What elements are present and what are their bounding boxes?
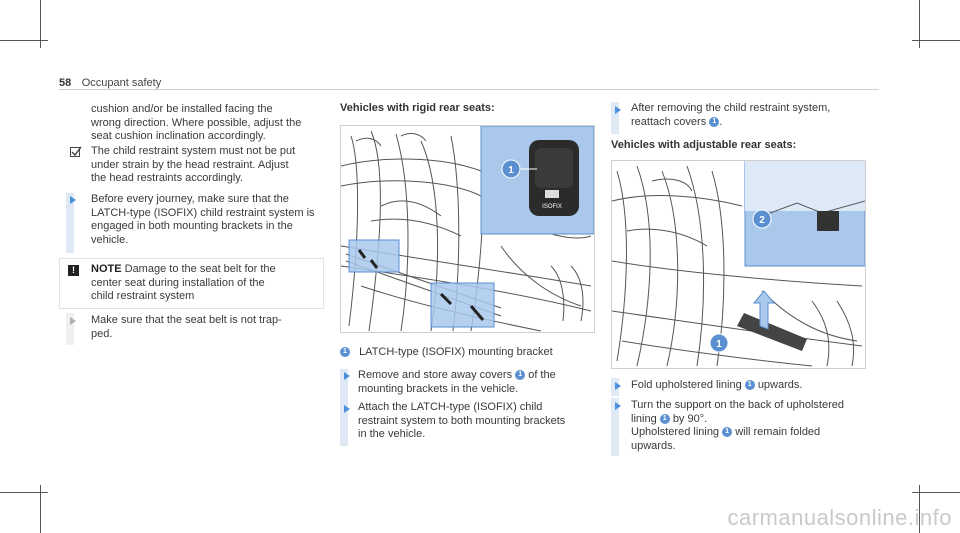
step-arrow-icon xyxy=(344,405,350,413)
rigid-seats-figure xyxy=(340,125,595,333)
figure-callout-2: 2 xyxy=(759,215,765,226)
section-title: Occupant safety xyxy=(81,77,162,89)
check-text: The child restraint system must not be put under strain by the head restraint. Adjust the head restraints accordingly. xyxy=(91,145,296,184)
step-text: Before every journey, make sure that the LATCH-type (ISOFIX) child restraint system is engaged in both mounting brackets in the vehicle. xyxy=(91,193,315,246)
figure-callout-1: 1 xyxy=(508,165,514,176)
note-step-text: Make sure that the seat belt is not trap- ped. xyxy=(91,314,282,340)
callout-number-1: 1 xyxy=(340,347,350,357)
step-arrow-icon xyxy=(615,106,621,114)
turn-support-step: Turn the support on the back of upholstered lining 1 by 90°. Upholstered lining 1 will remain folded upwards. xyxy=(631,399,845,452)
step-arrow-icon xyxy=(615,382,621,390)
note-label: NOTE xyxy=(91,263,122,275)
remove-covers-step: Remove and store away covers 1 of the mounting brackets in the vehicle. xyxy=(358,369,556,395)
watermark: carmanualsonline.info xyxy=(727,505,952,530)
callout-number-1: 1 xyxy=(515,370,525,380)
adjustable-seats-figure xyxy=(611,160,866,369)
attach-step: Attach the LATCH-type (ISOFIX) child restraint system to both mounting brackets in the vehicle. xyxy=(358,401,566,440)
fold-lining-step: Fold upholstered lining 1 upwards. xyxy=(631,379,803,391)
page-number: 58 xyxy=(59,77,72,89)
rigid-seats-heading: Vehicles with rigid rear seats: xyxy=(340,102,495,114)
callout-number-1: 1 xyxy=(660,414,670,424)
intro-text: cushion and/or be installed facing the wrong direction. Where possible, adjust the seat cushion inclination accordingly. xyxy=(91,103,302,142)
figure-callout-1: 1 xyxy=(716,339,722,350)
step-arrow-icon xyxy=(615,402,621,410)
note-step-arrow-icon xyxy=(70,317,76,325)
crop-mark xyxy=(0,492,48,493)
figure-caption: 1 LATCH-type (ISOFIX) mounting bracket xyxy=(340,346,553,360)
crop-mark xyxy=(912,492,960,493)
reattach-step: After removing the child restraint system, reattach covers 1 . xyxy=(631,102,831,128)
isofix-label: ISOFIX xyxy=(542,204,562,210)
step-arrow-icon xyxy=(70,196,76,204)
callout-number-1: 1 xyxy=(745,380,755,390)
note-text: NOTE Damage to the seat belt for the center seat during installation of the child restraint system xyxy=(91,263,276,302)
callout-number-1: 1 xyxy=(709,117,719,127)
header-rule xyxy=(59,89,879,90)
callout-number-1: 1 xyxy=(722,427,732,437)
note-divider xyxy=(59,308,323,309)
adjustable-seats-heading: Vehicles with adjustable rear seats: xyxy=(611,139,797,151)
exclamation-icon: ! xyxy=(68,265,79,276)
step-arrow-icon xyxy=(344,372,350,380)
check-icon xyxy=(70,145,82,157)
crop-mark xyxy=(912,40,960,41)
crop-mark xyxy=(0,40,48,41)
